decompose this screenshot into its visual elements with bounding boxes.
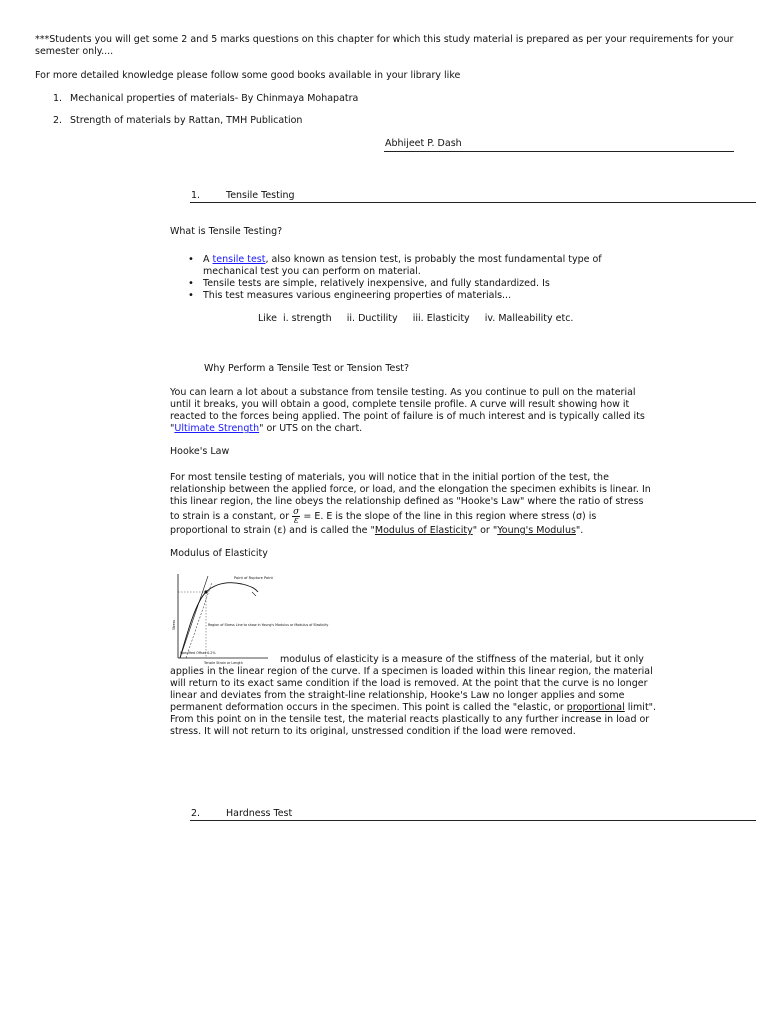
youngs-modulus-link[interactable]: Young's Modulus [497, 525, 576, 536]
elastic-line [180, 576, 208, 658]
author-rule [384, 151, 734, 152]
question-heading: What is Tensile Testing? [170, 226, 283, 237]
book-title: Strength of materials by Rattan, TMH Publication [70, 115, 303, 126]
section-number: 2. [191, 808, 201, 819]
bullet-item: • This test measures various engineering properties of materials... [188, 290, 658, 302]
figure-label-mid: Region of Stress Line to show in Young's Modulus or Modulus of Elasticity [208, 623, 329, 627]
book-title: Mechanical properties of materials- By Chinmaya Mohapatra [70, 93, 359, 104]
section-2-heading [191, 808, 292, 820]
stress-strain-fraction: $\frac{\sigma}{\varepsilon}$ [293, 507, 300, 526]
book-item-1 [53, 93, 358, 105]
modulus-paragraph: modulus of elasticity is a measure of the stiffness of the material, but it only applies in the linear region of the curve. If a specimen is loaded within this linear region, the material will return to its exact same condition if the load is removed. At the point that the curve is no longer linear and deviates from the straight-line relationship, Hooke's Law no longer applies and some permanent deformation occurs in the specimen. This point is called the "elastic, or proportional limit". From this point on in the tensile test, the material reacts plastically to any further increase in load or stress. It will not return to its original, unstressed condition if the load were removed. [170, 654, 657, 737]
books-intro: For more detailed knowledge please follow some good books available in your library like [35, 70, 461, 81]
why-paragraph: You can learn a lot about a substance from tensile testing. As you continue to pull on the material until it breaks, you will obtain a good, complete tensile profile. A curve will result showing how it reacted to the forces being applied. The point of failure is of much interest and is typically called its "Ultimate Strength" or UTS on the chart. [170, 387, 645, 434]
hooke-heading: Hooke's Law [170, 446, 230, 457]
bullet-item: • A tensile test, also known as tension test, is probably the most fundamental type of mechanical test you can perform on material. [188, 254, 658, 278]
modulus-of-elasticity-link[interactable]: Modulus of Elasticity [374, 525, 473, 536]
author-name: Abhijeet P. Dash [385, 138, 462, 149]
tensile-test-link[interactable]: tensile test [212, 254, 266, 265]
section-2-rule [190, 820, 756, 821]
stress-strain-curve [180, 583, 258, 658]
tensile-bullet-list [188, 254, 658, 302]
modulus-heading: Modulus of Elasticity [170, 548, 268, 559]
figure-label-y: Stress [172, 619, 176, 630]
section-title: Hardness Test [226, 808, 293, 819]
book-item-2 [53, 115, 302, 127]
book-number: 2. [53, 115, 63, 126]
section-number: 1. [191, 190, 201, 201]
rupture-arrow [252, 592, 256, 596]
stress-strain-figure [172, 570, 329, 665]
offset-line [186, 582, 212, 658]
properties-line: Like i. strength ii. Ductility iii. Elasticity iv. Malleability etc. [258, 313, 574, 324]
proportional-link[interactable]: proportional [566, 702, 625, 713]
ultimate-strength-link[interactable]: Ultimate Strength [174, 423, 260, 434]
yield-point [204, 590, 207, 593]
why-heading: Why Perform a Tensile Test or Tension Test? [204, 363, 410, 374]
section-1-heading [191, 190, 295, 202]
figure-label-top: Point of Rupture Point [234, 576, 273, 580]
book-number: 1. [53, 93, 63, 104]
section-title: Tensile Testing [226, 190, 295, 201]
student-notice: ***Students you will get some 2 and 5 marks questions on this chapter for which this study material is prepared as per your requirements for your semester only.... [35, 34, 734, 57]
figure-label-x: Tensile Strain or Length [204, 661, 243, 665]
bullet-item: • Tensile tests are simple, relatively inexpensive, and fully standardized. Is [188, 278, 658, 290]
section-1-rule [190, 202, 756, 203]
hooke-paragraph: For most tensile testing of materials, you will notice that in the initial portion of the test, the relationship between the applied force, or load, and the elongation the specimen exhibits is linear. In this linear region, the line obeys the relationship defined as "Hooke's Law" where the ratio of stress to strain is a constant, or $\frac{\sigma}{\varepsilon}$ = E. E is the slope of the line in this region where stress (σ) is proportional to strain (ε) and is called the "Modulus of Elasticity" or "Young's Modulus". [170, 472, 651, 536]
figure-label-low: Specified Offset 0.2% [180, 651, 216, 655]
